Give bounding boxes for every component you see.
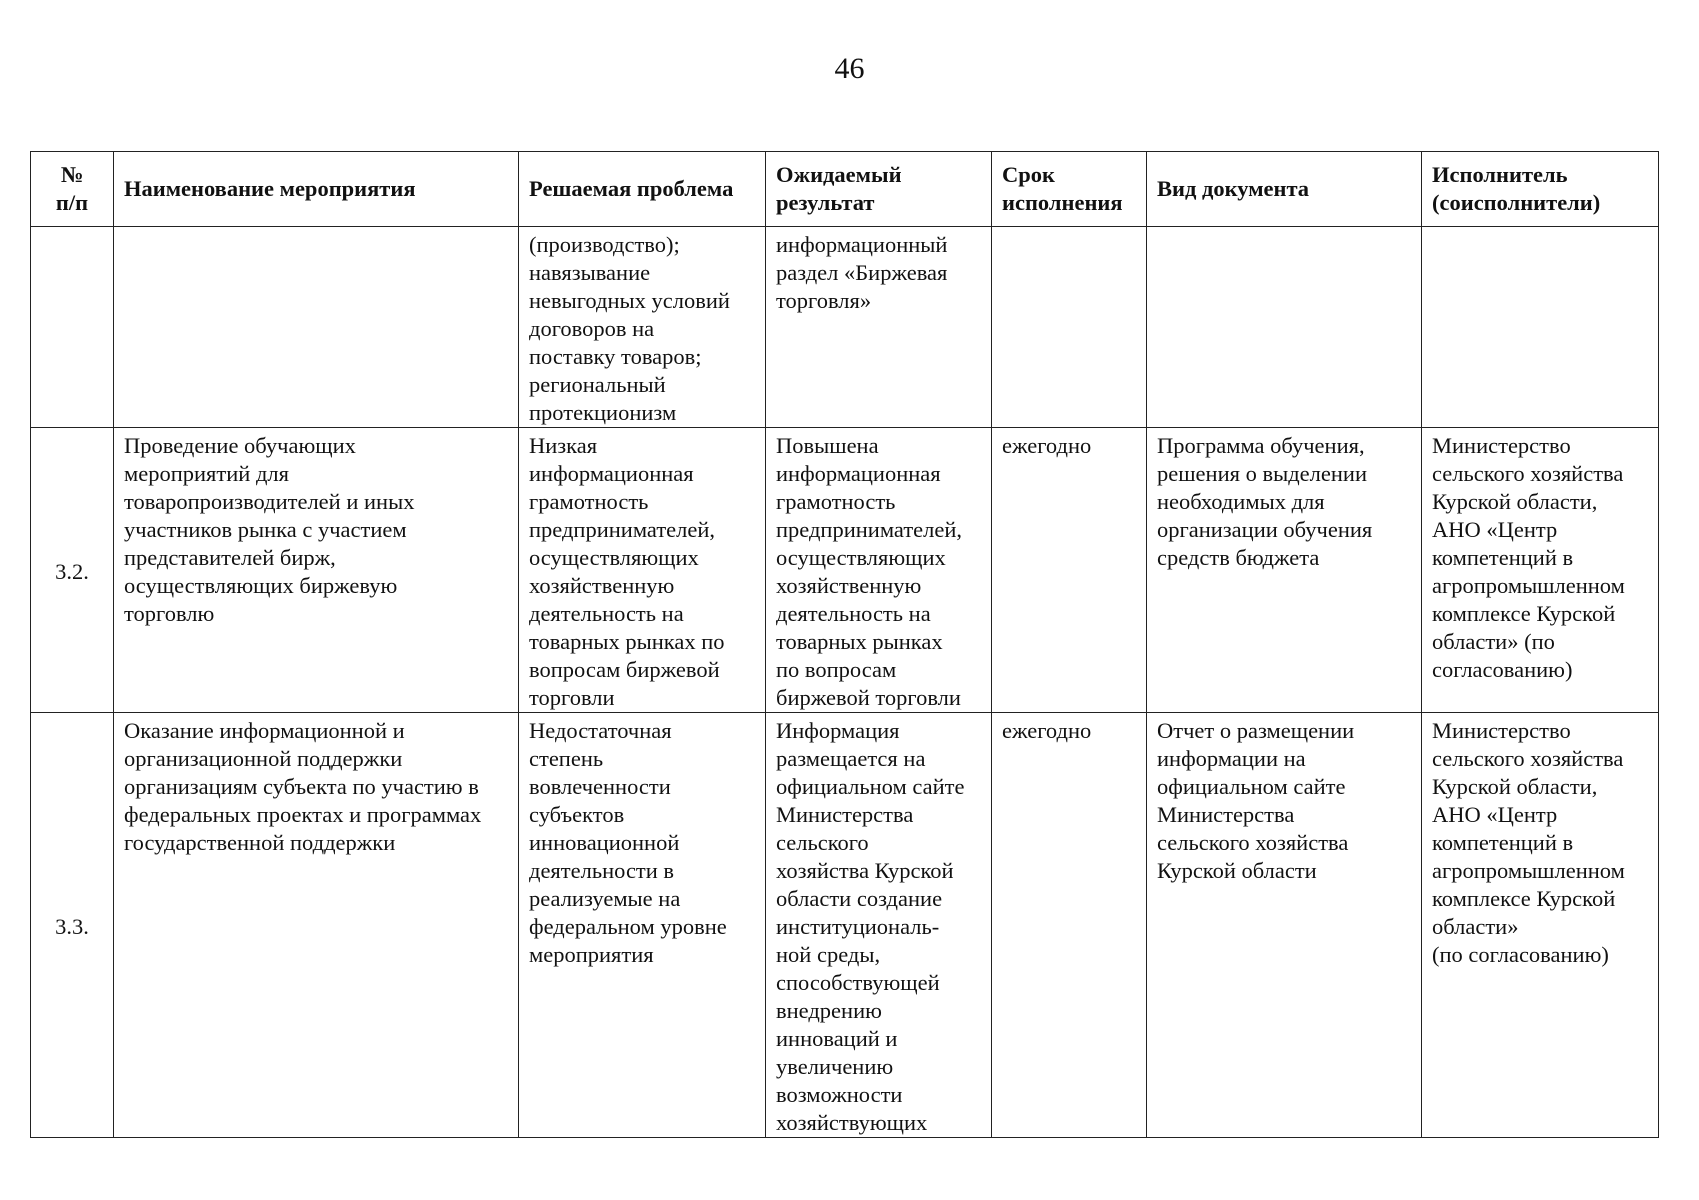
table-row — [31, 428, 1659, 713]
executor: Министерство сельского хозяйства Курской области, АНО «Центр компетенций в агропромышленном комплексе Курской области» (по согласованию) — [1422, 713, 1659, 1138]
expected-result: информационный раздел «Биржевая торговля» — [766, 227, 992, 428]
measure-name: Проведение обучающих мероприятий для товаропроизводителей и иных участников рынка с участием представителей бирж, осуществляющих биржевую торговлю — [114, 428, 519, 713]
expected-result: Информация размещается на официальном сайте Министерства сельского хозяйства Курской области создание институциональ- ной среды, способствующей внедрению инноваций и увеличению возможности хозяйствующих — [766, 713, 992, 1138]
table-row — [31, 713, 1659, 1138]
table-header-row — [31, 152, 1659, 227]
problem: Недостаточная степень вовлеченности субъектов инновационной деятельности в реализуемые на федеральном уровне мероприятия — [519, 713, 766, 1138]
page-number: 46 — [834, 52, 865, 85]
deadline: ежегодно — [992, 428, 1147, 713]
header-problem: Решаемая проблема — [519, 152, 766, 227]
row-number: 3.2. — [31, 428, 114, 713]
header-executor: Исполнитель (соисполнители) — [1422, 152, 1659, 227]
deadline — [992, 227, 1147, 428]
measures-table — [30, 151, 1659, 1138]
measure-name: Оказание информационной и организационной поддержки организациям субъекта по участию в федеральных проектах и программах государственной поддержки — [114, 713, 519, 1138]
header-deadline: Срок исполнения — [992, 152, 1147, 227]
expected-result: Повышена информационная грамотность предпринимателей, осуществляющих хозяйственную деятельность на товарных рынках по вопросам биржевой торговли — [766, 428, 992, 713]
header-measure-name: Наименование мероприятия — [114, 152, 519, 227]
executor — [1422, 227, 1659, 428]
executor: Министерство сельского хозяйства Курской области, АНО «Центр компетенций в агропромышленном комплексе Курской области» (по согласованию) — [1422, 428, 1659, 713]
table-row — [31, 227, 1659, 428]
document-type: Программа обучения, решения о выделении необходимых для организации обучения средств бюджета — [1147, 428, 1422, 713]
document-type: Отчет о размещении информации на официальном сайте Министерства сельского хозяйства Курской области — [1147, 713, 1422, 1138]
document-type — [1147, 227, 1422, 428]
row-number: 3.3. — [31, 713, 114, 1138]
problem: Низкая информационная грамотность предпринимателей, осуществляющих хозяйственную деятельность на товарных рынках по вопросам биржевой торговли — [519, 428, 766, 713]
header-document-type: Вид документа — [1147, 152, 1422, 227]
problem: (производство); навязывание невыгодных условий договоров на поставку товаров; региональный протекционизм — [519, 227, 766, 428]
deadline: ежегодно — [992, 713, 1147, 1138]
header-expected-result: Ожидаемый результат — [766, 152, 992, 227]
row-number — [31, 227, 114, 428]
measure-name — [114, 227, 519, 428]
header-number: № п/п — [31, 152, 114, 227]
